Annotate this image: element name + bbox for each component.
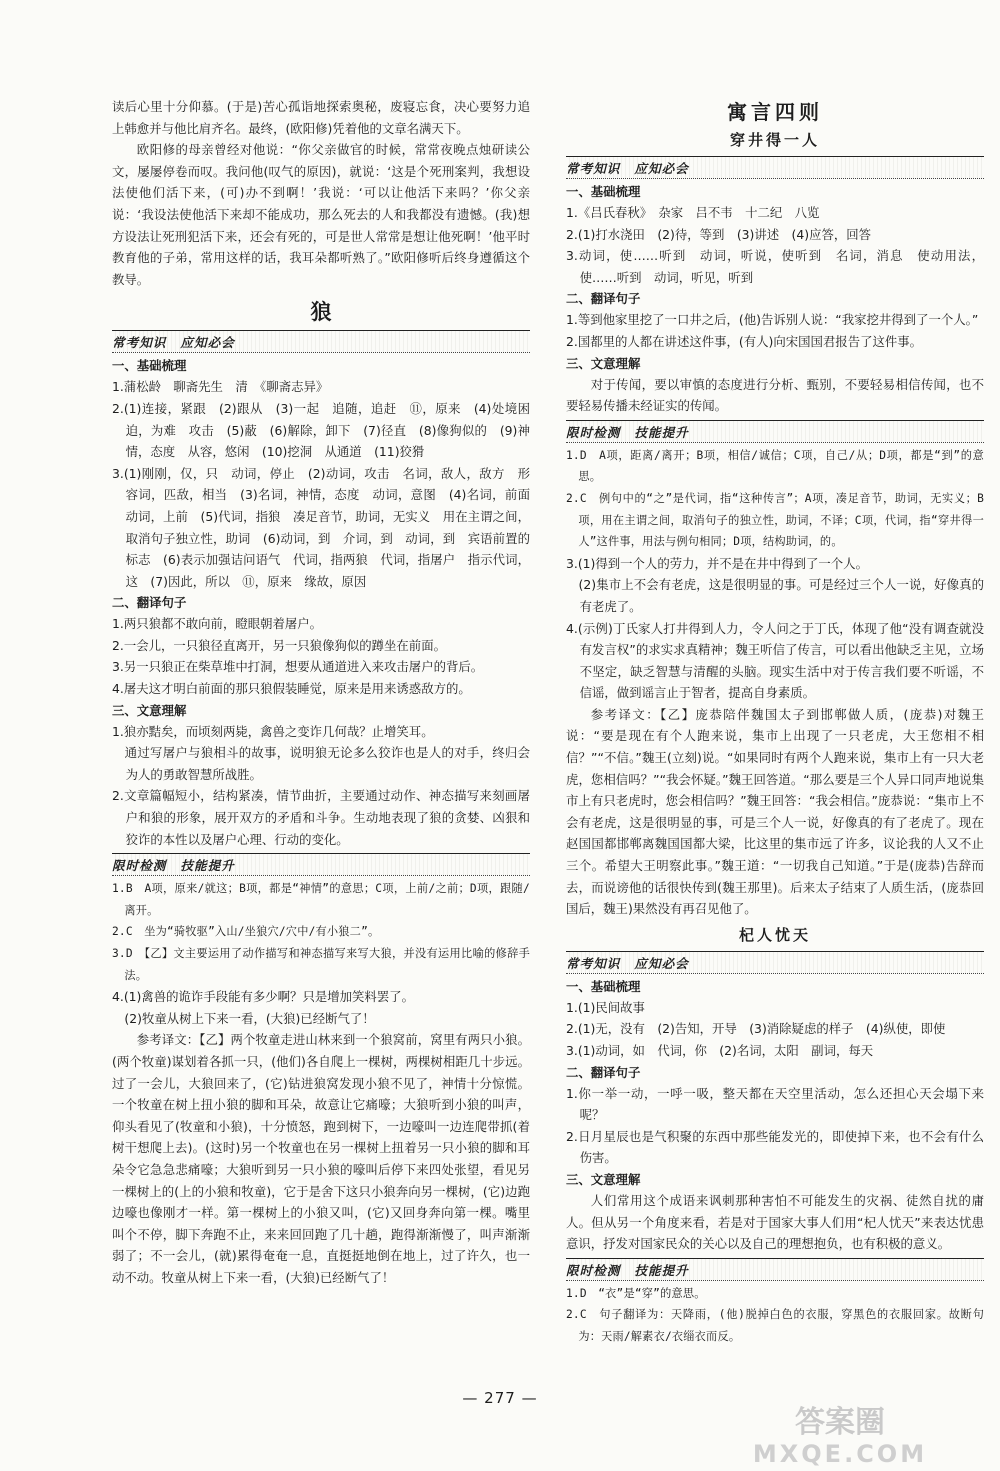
watermark-text: MXQE.COM	[752, 1440, 928, 1468]
answer-item: 2.C 坐为“骑牧驱”入山/坐狼穴/穴中/有小狼二”。	[112, 925, 380, 939]
answer-item: 2.(1)无，没有 (2)告知，开导 (3)消除疑虑的样子 (4)纵使，即使	[566, 1021, 946, 1037]
answer-item: 1.D A项，距离/离开；B项，相信/诚信；C项，自己/从；D项，都是“到”的意思。	[566, 448, 984, 484]
right-column	[566, 96, 984, 1348]
watermark-logo	[690, 1398, 990, 1468]
answer-item: 2.C 例句中的“之”是代词，指“这种传言”；A项，凑足音节，助词，无实义；B项，用在主谓之间，取消句子的独立性，助词，不译；C项，代词，指“穿井得一人”这件事，用法与例句相同；D项，结构助词，的。	[566, 491, 984, 549]
answer-item: 2.(1)打水浇田 (2)待，等到 (3)讲述 (4)应答，回答	[566, 226, 872, 242]
section-title: 穿井得一人	[729, 131, 820, 149]
intro-paragraph: 欧阳修的母亲曾经对他说：“你父亲做官的时候，常常夜晚点烛研读公文，屡屡停卷而叹。我问他(叹气的原因)，就说：‘这是个死刑案判，我想设法使他们活下来，(可)办不到啊！’我说：‘可以让他活下来吗？’你父亲说：‘我设法使他活下来却不能成功，那么死去的人和我都没有遗憾。(我)想方设法让死刑犯活下来，还会有死的，可是世人常常是想让他死啊！’他平时教育他的子弟，常用这样的话，我耳朵都听熟了。”欧阳修听后终身遵循这个教导。	[112, 142, 530, 287]
answer-item: 通过写屠户与狼相斗的故事，说明狼无论多么狡诈也是人的对手，终归会为人的勇敢智慧所战胜。	[112, 745, 530, 782]
answer-item: 1.狼亦黠矣，而顷刻两毙，禽兽之变诈几何哉？止增笑耳。	[112, 723, 434, 739]
answer-item: 3.(1)得到一个人的劳力，并不是在井中得到了一个人。	[566, 555, 868, 571]
reference-translation: 参考译文：【乙】庞恭陪伴魏国太子到邯郸做人质，(庞恭)对魏王说：“要是现在有个人跑来说，集市上出现了一只老虎，大王您相不相信？”“不信。”魏王(立刻)说。“如果同时有两个人跑来说，集市上有一只大老虎，您相信吗？”“我会怀疑。”魏王回答道。“那么要是三个人异口同声地说集市上有只老虎时，您会相信吗？”魏王回答：“我会相信。”庞恭说：“集市上不会有老虎，这是很明显的事，可是三个人一说，好像真的有了老虎了。现在赵国国都邯郸离魏国国都大梁，比这里的集市远了许多，议论我的人又不止三个。希望大王明察此事。”魏王道：“一切我自己知道。”于是(庞恭)告辞而去，而说谤他的话很快传到(魏王那里)。后来太子结束了人质生活，(庞恭回国后，魏王)果然没有再召见他了。	[566, 706, 984, 917]
knowledge-band: 常考知识 应知必会	[112, 330, 530, 353]
subsection-heading: 三、文意理解	[566, 355, 641, 371]
intro-paragraph: 读后心里十分仰慕。(于是)苦心孤诣地探索奥秘，废寝忘食，决心要努力追上韩愈并与他比肩齐名。最终，(欧阳修)凭着他的文章名满天下。	[112, 99, 530, 136]
comprehension-paragraph: 对于传闻，要以审慎的态度进行分析、甄别，不要轻易相信传闻，也不要轻易传播未经证实的传闻。	[566, 376, 984, 414]
answer-item: 4.(示例)丁氏家人打井得到人力，令人问之于丁氏，体现了他“没有调查就没有发言权”的求实求真精神；魏王听信了传言，可以看出他缺乏主见，立场不坚定，缺乏智慧与清醒的头脑。现实生活中对于传言我们要不听谣，不信谣，做到谣言止于智者，提高自身素质。	[566, 620, 984, 701]
answer-item: 3.动词，使……听到 动词，听说，使听到 名词，消息 使动用法，使……听到 动词，听见，听到	[566, 248, 984, 285]
answer-item: 3.D 【乙】文主要运用了动作描写和神态描写来写大狼，并没有运用比喻的修辞手法。	[112, 947, 530, 982]
answer-item: 1.你一举一动，一呼一吸，整天都在天空里活动，怎么还担心天会塌下来呢？	[566, 1085, 984, 1123]
answer-item: 2.(1)连接，紧跟 (2)跟从 (3)一起 追随，追赶 ⑪，原来 (4)处境困迫，为难 攻击 (5)蔽 (6)解除，卸下 (7)径直 (8)像狗似的 (9)神情，态度 从容，悠闲 (10)挖洞 从通道 (11)狡猾	[112, 400, 530, 460]
watermark-top-text: 答案圈	[795, 1405, 885, 1440]
answer-item: 1.等到他家里挖了一口井之后，(他)告诉别人说：“我家挖井得到了一个人。”	[566, 312, 979, 328]
answer-item: 3.(1)动词，如 代词，你 (2)名词，太阳 副词，每天	[566, 1043, 874, 1058]
left-column	[112, 96, 543, 1289]
test-band: 限时检测 技能提升	[112, 853, 530, 876]
knowledge-band: 常考知识 应知必会	[566, 951, 984, 974]
answer-item: 1.D “衣”是“穿”的意思。	[566, 1286, 706, 1300]
answer-item: 4.屠夫这才明白前面的那只狼假装睡觉，原来是用来诱惑敌方的。	[112, 681, 471, 697]
answer-item: 3.(1)刚刚，仅，只 动词，停止 (2)动词，攻击 名词，敌人，敌方 形容词，匹敌，相当 (3)名词，神情，态度 动词，意图 (4)名词，前面 动词，上前 (5)代词，指狼 凑足音节，助词，无实义 用在主谓之间，取消句子独立性，助词 (6)动词，到 介词，到 动词，到 宾语前置的标志 (6)表示加强诘问语气 代词，指两狼 代词，指屠户 指示代词，这 (7)因此，所以 ⑪，原来 缘故，原因	[112, 465, 543, 589]
answer-item: 2.一会儿，一只狼径直离开，另一只狼像狗似的蹲坐在前面。	[112, 637, 446, 653]
section-title: 杞人忧天	[738, 925, 811, 944]
subsection-heading: 二、翻译句子	[566, 1064, 641, 1080]
subsection-heading: 一、基础梳理	[112, 358, 187, 374]
subsection-heading: 二、翻译句子	[112, 595, 187, 611]
answer-item: 2.文章篇幅短小，结构紧凑，情节曲折，主要通过动作、神态描写来刻画屠户和狼的形象，展开双方的矛盾和斗争。生动地表现了狼的贪婪、凶狠和狡诈的本性以及屠户心理、行动的变化。	[112, 788, 530, 847]
subsection-heading: 一、基础梳理	[566, 978, 641, 994]
section-title-lang: 狼	[310, 299, 332, 325]
answer-item: 2.日月星辰也是气积聚的东西中那些能发光的，即使掉下来，也不会有什么伤害。	[566, 1128, 984, 1166]
comprehension-paragraph: 人们常用这个成语来讽刺那种害怕不可能发生的灾祸、徒然自扰的庸人。但从另一个角度来看，若是对于国家大事人们用“杞人忧天”来表达忧患意识，抒发对国家民众的关心以及自己的理想抱负，也有积极的意义。	[566, 1192, 984, 1252]
answer-item: 3.另一只狼正在柴草堆中打洞，想要从通道进入来攻击屠户的背后。	[112, 659, 484, 675]
answer-item: 2.国都里的人都在讲述这件事，(有人)向宋国国君报告了这件事。	[566, 333, 923, 349]
answer-item: 1.(1)民间故事	[566, 999, 645, 1015]
answer-item: 4.(1)禽兽的诡诈手段能有多少啊？只是增加笑料罢了。	[112, 989, 414, 1005]
subsection-heading: 三、文意理解	[112, 702, 187, 718]
test-band: 限时检测 技能提升	[566, 1258, 984, 1281]
page-title: 寓言四则	[727, 100, 823, 124]
answer-item: 1.B A项，原来/就这；B项，都是“神情”的意思；C项，上前/之前；D项，跟随/离开。	[112, 882, 530, 917]
page-number: — 277 —	[462, 1389, 538, 1407]
test-band: 限时检测 技能提升	[566, 420, 984, 443]
knowledge-band: 常考知识 应知必会	[566, 156, 984, 179]
answer-item: 1.两只狼都不敢向前，瞪眼朝着屠户。	[112, 616, 323, 632]
answer-item: 2.C 句子翻译为：天降雨，(他)脱掉白色的衣服，穿黑色的衣服回家。故断句为：天雨/解素衣/衣缁衣而反。	[566, 1308, 984, 1343]
subsection-heading: 一、基础梳理	[566, 184, 641, 199]
subsection-heading: 二、翻译句子	[566, 291, 641, 307]
subsection-heading: 三、文意理解	[566, 1171, 641, 1187]
answer-item: (2)牧童从树上下来一看，(大狼)已经断气了！	[112, 1010, 375, 1026]
answer-item: 1.《吕氏春秋》 杂家 吕不韦 十二纪 八览	[566, 205, 820, 220]
answer-item: (2)集市上不会有老虎，这是很明显的事。可是经过三个人一说，好像真的有老虎了。	[566, 577, 984, 614]
answer-item: 1.蒲松龄 聊斋先生 清 《聊斋志异》	[112, 379, 329, 395]
reference-translation: 参考译文：【乙】两个牧童走进山林来到一个狼窝前，窝里有两只小狼。(两个牧童)谋划着各抓一只，(他们)各自爬上一棵树，两棵树相距几十步远。过了一会儿，大狼回来了，(它)钻进狼窝发现小狼不见了，神情十分惊慌。一个牧童在树上扭小狼的脚和耳朵，故意让它痛嚎；大狼听到小狼的叫声，仰头看见了(牧童和小狼)，十分愤怒，跑到树下，一边嚎叫一边连爬带抓(着树干想爬上去)。(这时)另一个牧童也在另一棵树上扭着另一只小狼的脚和耳朵令它急急悲痛嚎；大狼听到另一只小狼的嚎叫后停下来四处张望，看见另一棵树上的(上的小狼和牧童)，它于是舍下这只小狼奔向另一棵树，(它)边跑边嚎也像刚才一样。第一棵树上的小狼又叫，(它)又回身奔向第一棵。嘴里叫个不停，脚下奔跑不止，来来回回跑了几十趟，跑得渐渐慢了，叫声渐渐弱了；不一会儿，(就)累得奄奄一息，直挺挺地倒在地上，过了许久，也一动不动。牧童从树上下来一看，(大狼)已经断气了！	[112, 1032, 530, 1285]
